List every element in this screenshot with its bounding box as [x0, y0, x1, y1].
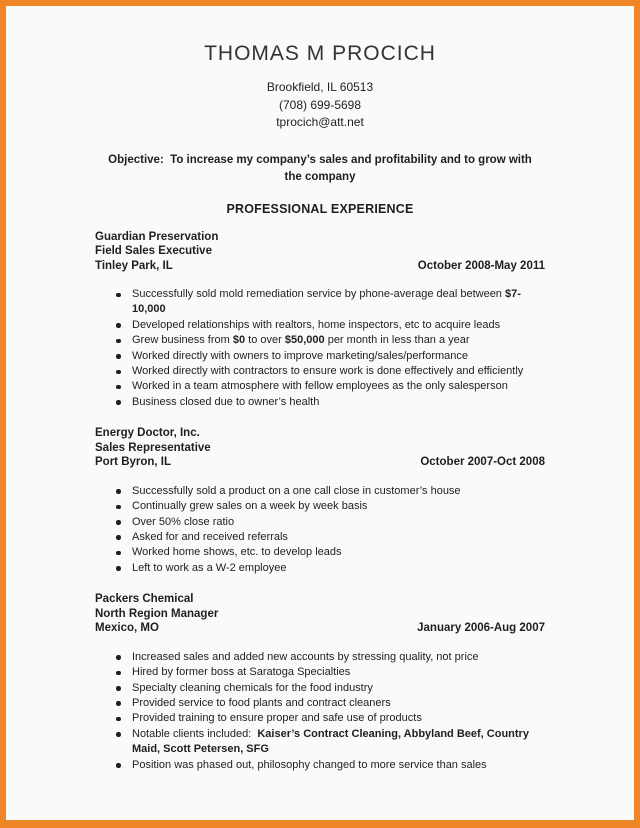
bullet-item: Hired by former boss at Saratoga Specialties: [95, 665, 545, 680]
bullet-item: Increased sales and added new accounts by stressing quality, not price: [95, 650, 545, 665]
job-header: [95, 426, 545, 470]
job-section: [95, 230, 545, 411]
job-location-row: [95, 455, 545, 470]
contact-block: [95, 79, 545, 132]
resume-content: [6, 42, 634, 773]
objective-statement: [95, 152, 545, 186]
job-location-row: [95, 621, 545, 636]
job-title: Field Sales Executive: [95, 245, 212, 257]
bullet-item: Continually grew sales on a week by week basis: [95, 499, 545, 514]
bullet-item: Position was phased out, philosophy changed to more service than sales: [95, 758, 545, 773]
bullet-item: Worked directly with contractors to ensure work is done effectively and efficiently: [95, 364, 545, 379]
job-section: [95, 592, 545, 773]
bullet-item: Worked home shows, etc. to develop leads: [95, 545, 545, 560]
job-location: Port Byron, IL: [95, 456, 172, 469]
page-title: THOMAS M PROCICH: [204, 42, 436, 65]
job-location: Mexico, MO: [95, 622, 159, 635]
bullet-item: Worked in a team atmosphere with fellow employees as the only salesperson: [95, 379, 545, 394]
job-dates: October 2008-May 2011: [417, 259, 545, 272]
job-bullets: [95, 287, 545, 410]
bullet-item: Successfully sold a product on a one call close in customer’s house: [95, 484, 545, 499]
bullet-item: Grew business from $0 to over $50,000 per month in less than a year: [95, 333, 545, 348]
bullet-item: Worked directly with owners to improve marketing/sales/performance: [95, 349, 545, 364]
job-title: North Region Manager: [95, 607, 219, 620]
bullet-item: Developed relationships with realtors, home inspectors, etc to acquire leads: [95, 318, 545, 333]
job-section: [95, 426, 545, 576]
job-bullets: [95, 650, 545, 773]
job-dates: January 2006-Aug 2007: [417, 622, 545, 635]
section-title-professional-experience: PROFESSIONAL EXPERIENCE: [226, 201, 414, 216]
job-bullets: [95, 484, 545, 576]
contact-phone: (708) 699-5698: [278, 97, 362, 112]
job-header: [95, 592, 545, 636]
contact-email: tprocich@att.net: [276, 115, 364, 129]
job-company: Guardian Preservation: [95, 230, 219, 243]
objective-line-2: the company: [284, 170, 356, 183]
bullet-item: Left to work as a W-2 employee: [95, 561, 545, 576]
job-header: [95, 230, 545, 274]
job-location: Tinley Park, IL: [95, 259, 173, 272]
contact-address: Brookfield, IL 60513: [266, 80, 374, 94]
bullet-item: Specialty cleaning chemicals for the food industry: [95, 681, 545, 696]
objective-line-1: Objective: To increase my company’s sales and profitability and to grow with: [108, 153, 532, 166]
bullet-item: Over 50% close ratio: [95, 515, 545, 530]
bullet-item: Asked for and received referrals: [95, 530, 545, 545]
bullet-item: Provided training to ensure proper and safe use of products: [95, 711, 545, 726]
bullet-item: Provided service to food plants and contract cleaners: [95, 696, 545, 711]
bullet-item: Successfully sold mold remediation service by phone-average deal between $7-10,000: [95, 287, 545, 318]
job-company: Energy Doctor, Inc.: [95, 427, 200, 440]
bullet-item: Business closed due to owner’s health: [95, 395, 545, 410]
bullet-item: Notable clients included: Kaiser’s Contract Cleaning, Abbyland Beef, Country Maid, Scott Petersen, SFG: [95, 727, 545, 758]
job-title: Sales Representative: [95, 441, 211, 454]
jobs-list: [95, 230, 545, 773]
job-dates: October 2007-Oct 2008: [420, 456, 545, 469]
job-company: Packers Chemical: [95, 593, 194, 606]
job-location-row: [95, 259, 545, 274]
